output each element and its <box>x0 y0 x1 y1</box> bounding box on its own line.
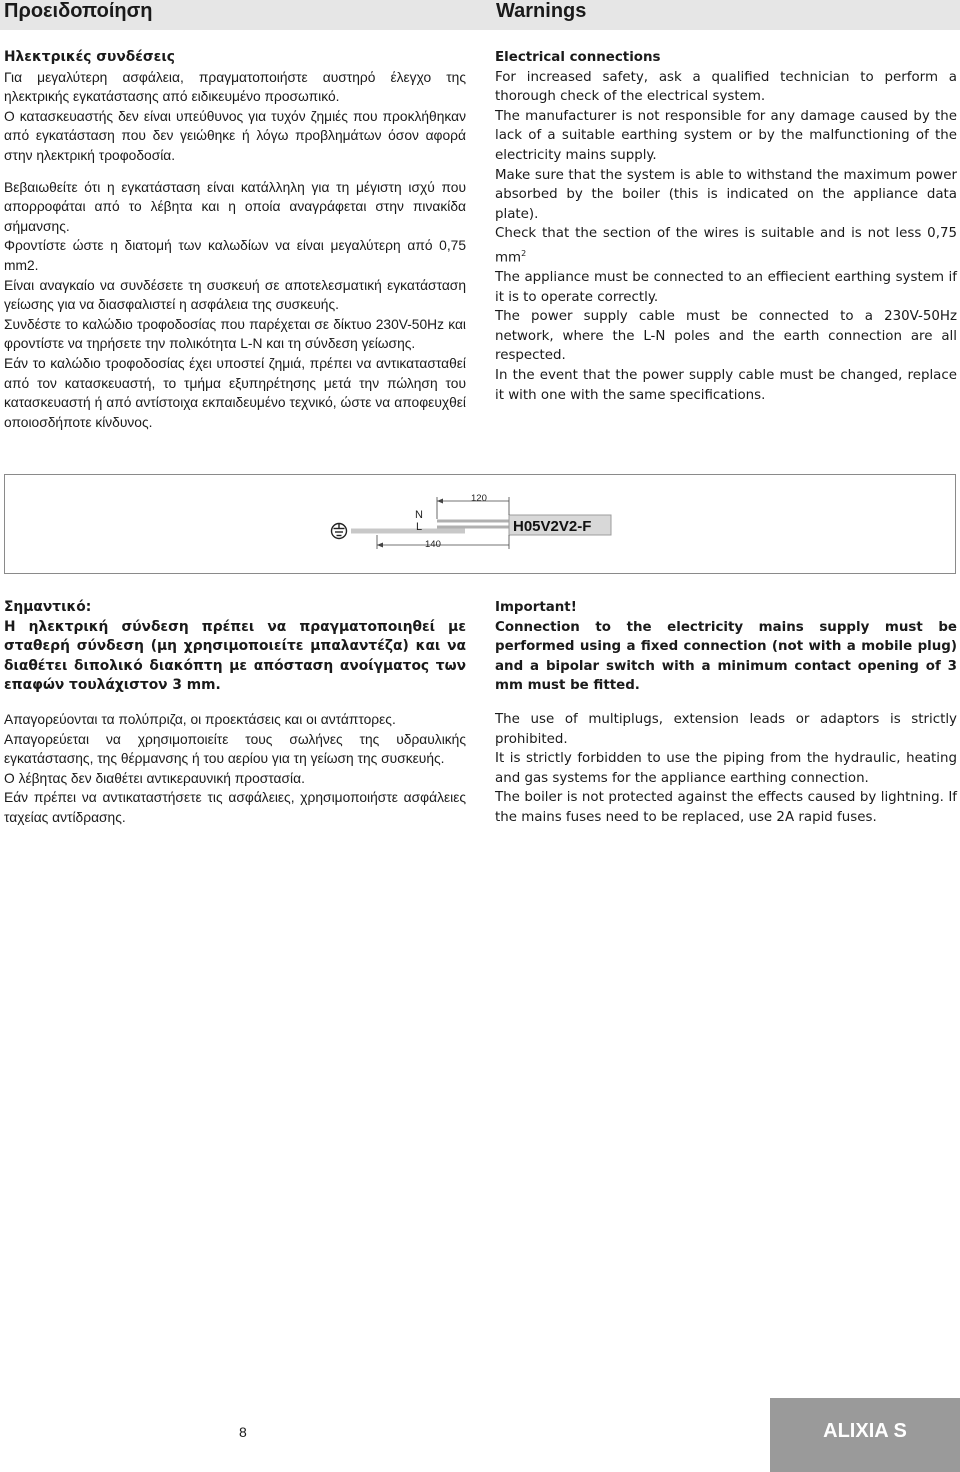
earth-ground-icon <box>332 524 347 539</box>
superscript-2: 2 <box>521 248 527 258</box>
greek-paragraph: Είναι αναγκαίο να συνδέσετε τη συσκευή σε αποτελεσματική εγκατάσταση γείωσης για να διασφαλιστεί η ασφάλεια της συσκευής. <box>4 277 466 313</box>
greek-paragraph: Ο κατασκευαστής δεν είναι υπεύθυνος για τυχόν ζημιές που προκλήθηκαν από εγκατάσταση που δεν γειώθηκε ή λόγω προβλημάτων όσον αφορά στην ηλεκτρική τροφοδοσία. <box>4 108 466 163</box>
english-paragraph: Make sure that the system is able to withstand the maximum power absorbed by the boiler (this is indicated on the appliance data plate). <box>495 167 957 222</box>
greek-paragraph: Εάν το καλώδιο τροφοδοσίας έχει υποστεί ζημιά, πρέπει να αντικατασταθεί από τον κατασκευαστή, το τμήμα εξυπηρέτησης μετά την πώληση του κατασκευαστή ή από αντίστοιχα εκπαιδευμένο τεχνικό, ώστε να αποφευχθεί οποιοσδήποτε κίνδυνος. <box>4 355 466 430</box>
greek-paragraph: Βεβαιωθείτε ότι η εγκατάσταση είναι κατάλληλη για τη μέγιστη ισχύ που απορροφάται από το λέβητα και η οποία αναγράφεται στην πινακίδα σήμανσης. <box>4 179 466 234</box>
greek-paragraph: Απαγορεύονται τα πολύπριζα, οι προεκτάσεις και οι αντάπτορες. <box>4 711 396 727</box>
english-paragraph: It is strictly forbidden to use the piping from the hydraulic, heating and gas systems for the appliance earthing connection. <box>495 751 957 786</box>
dimension-label-140: 140 <box>425 539 441 550</box>
greek-paragraph: Απαγορεύεται να χρησιμοποιείτε τους σωλήνες της υδραυλικής εγκατάστασης, της θέρμανσης ή του αερίου για τη γείωση της συσκευής. <box>4 731 466 767</box>
dimension-label-120: 120 <box>471 493 487 504</box>
greek-important-notice: Η ηλεκτρική σύνδεση πρέπει να πραγματοποιηθεί με σταθερή σύνδεση (μη χρησιμοποιείτε μπαλαντέζα) και να διαθέτει διπολικό διακόπτη με απόσταση ανοίγματος των επαφών τουλάχιστον 3 mm. <box>4 618 466 694</box>
english-important-notice: Connection to the electricity mains supply must be performed using a fixed connection (not with a mobile plug) and a bipolar switch with a minimum contact opening of 3 mm must be fitted. <box>495 619 957 694</box>
english-paragraph: The boiler is not protected against the effects caused by lightning. If the mains fuses need to be replaced, use 2A rapid fuses. <box>495 790 957 825</box>
cable-diagram <box>4 474 956 574</box>
greek-important-heading: Σημαντικό: <box>4 599 92 615</box>
model-badge <box>770 1398 960 1472</box>
greek-section-heading: Ηλεκτρικές συνδέσεις <box>4 49 175 65</box>
page-number: 8 <box>239 1424 247 1440</box>
english-paragraph: The use of multiplugs, extension leads or adaptors is strictly prohibited. <box>495 711 957 747</box>
page-title-greek: Προειδοποίηση <box>4 0 153 22</box>
greek-paragraph: Εάν πρέπει να αντικαταστήσετε τις ασφάλειες, χρησιμοποιήστε ασφάλειες ταχείας αντίδρασης. <box>4 790 466 825</box>
english-section-heading: Electrical connections <box>495 50 661 65</box>
english-electrical-section <box>495 48 957 405</box>
live-label: L <box>416 521 423 533</box>
english-paragraph: The manufacturer is not responsible for any damage caused by the lack of a suitable earthing system or by the malfunctioning of the electricity mains supply. <box>495 108 957 163</box>
english-paragraph: The power supply cable must be connected to a 230V-50Hz network, where the L-N poles and the earth connection are all respected. <box>495 309 957 364</box>
english-paragraph: In the event that the power supply cable must be changed, replace it with one with the same specifications. <box>495 367 957 403</box>
page-title-english: Warnings <box>496 0 587 22</box>
english-important-section <box>495 598 957 828</box>
wire-section-text: Check that the section of the wires is suitable and is not less 0,75 mm <box>495 226 957 266</box>
greek-paragraph: Ο λέβητας δεν διαθέτει αντικεραυνική προστασία. <box>4 770 305 786</box>
greek-paragraph: Για μεγαλύτερη ασφάλεια, πραγματοποιήστε αυστηρό έλεγχο της ηλεκτρικής εγκατάστασης από ειδικευμένο προσωπικό. <box>4 69 466 105</box>
greek-paragraph: Συνδέστε το καλώδιο τροφοδοσίας που παρέχεται σε δίκτυο 230V-50Hz και φροντίστε να τηρήσετε την πολικότητα L-N και τη σύνδεση γείωσης. <box>4 316 466 352</box>
english-important-heading: Important! <box>495 600 577 615</box>
cable-type-label: H05V2V2-F <box>513 518 592 535</box>
english-paragraph: For increased safety, ask a qualified technician to perform a thorough check of the electrical system. <box>495 69 957 105</box>
greek-paragraph: Φροντίστε ώστε η διατομή των καλωδίων να είναι μεγαλύτερη από 0,75 mm2. <box>4 238 466 273</box>
cable-diagram-svg <box>5 475 955 573</box>
model-name: ALIXIA S <box>823 1420 907 1442</box>
english-paragraph <box>495 224 957 268</box>
neutral-label: N <box>415 509 423 521</box>
english-paragraph: The appliance must be connected to an effiecient earthing system if it is to operate correctly. <box>495 270 957 305</box>
greek-important-section <box>4 598 466 828</box>
greek-electrical-section <box>4 48 466 432</box>
